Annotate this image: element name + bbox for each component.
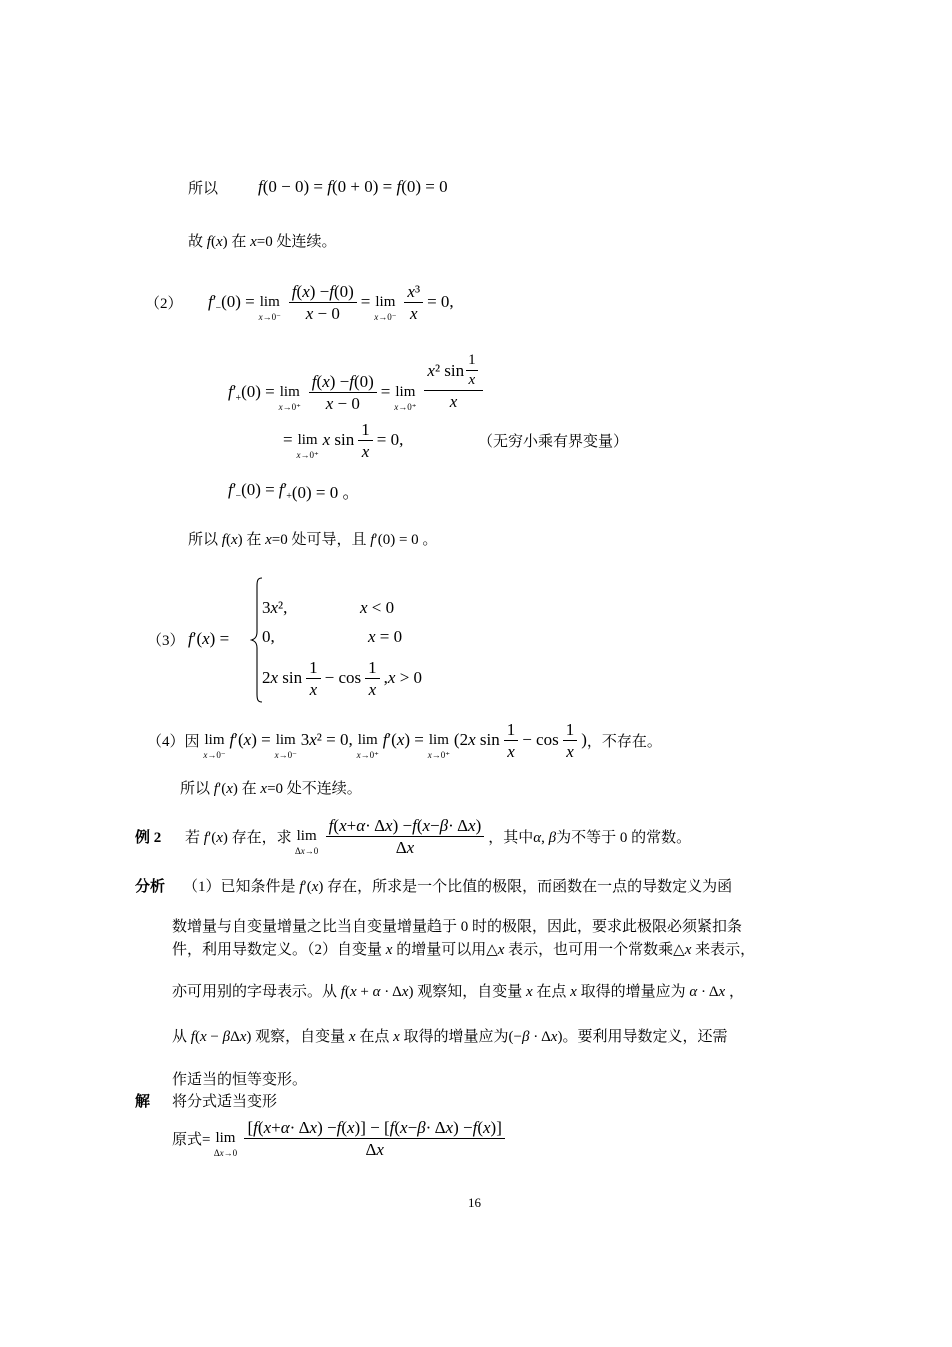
limit-subscript: x→0⁺ [356, 749, 379, 760]
right-derivative-subscript: + [286, 490, 292, 502]
fraction-denominator: x [507, 741, 515, 761]
left-derivative-row [145, 277, 454, 327]
one-sided-limits-equation: f(0 − 0) = f(0 + 0) = f(0) = 0 [258, 177, 448, 196]
right-derivative-argument: (0) = [241, 382, 275, 401]
solution-equation [172, 1114, 509, 1162]
fraction-denominator: x [468, 372, 476, 388]
discontinuity-conclusion: 所以 f′(x) 在 x=0 处不连续。 [180, 780, 362, 797]
solution-label: 解 [135, 1093, 151, 1110]
limit-operator [427, 731, 451, 760]
original-expression-label: 原式= [172, 1131, 211, 1148]
analysis-text: 作适当的恒等变形。 [172, 1071, 308, 1088]
reciprocal-fraction [466, 352, 478, 389]
part-3-label: （3） [147, 632, 185, 649]
reciprocal-fraction [306, 658, 321, 699]
limit-operator [374, 293, 397, 322]
solution-fraction [244, 1118, 504, 1159]
result-tail: = 0, [427, 292, 454, 311]
simplified-expression: x sin [322, 430, 355, 449]
limit-subscript: x→0⁺ [278, 401, 301, 412]
limit-word: lim [279, 383, 300, 400]
simplification-note-line [478, 428, 628, 452]
fraction-denominator: x [566, 741, 574, 761]
fraction-numerator: [ f ( x + α · Δ x ) − f ( x )] − [ f ( x − β · Δ x ) − f ( x )] [244, 1118, 504, 1139]
limit-word: lim [259, 293, 280, 310]
one-sided-derivatives-equality [228, 478, 360, 502]
limit-subscript: x→0⁺ [296, 449, 319, 460]
analysis-line-3 [172, 936, 755, 960]
example-2-lead: 若 f′(x) 存在，求 [185, 829, 292, 846]
piecewise-case-3 [262, 656, 422, 700]
fraction-denominator: x − 0 [325, 393, 360, 413]
piecewise-case-2 [262, 625, 275, 649]
page-number-line [468, 1193, 481, 1213]
case-expression: 0, [262, 627, 275, 646]
right-derivative-symbol: f′ [228, 382, 237, 401]
reciprocal-fraction [563, 720, 578, 761]
limit-subscript: x→0⁻ [258, 311, 281, 322]
fraction-denominator: x [361, 441, 370, 461]
left-derivative-symbol: f′ [208, 292, 217, 311]
equals-sign: = [360, 292, 371, 311]
right-derivative-symbol: f′ [278, 480, 288, 499]
derivative-limits-row [147, 718, 662, 762]
limit-expression: 3x² = 0, [300, 730, 353, 749]
limit-operator [394, 383, 417, 412]
analysis-text: 数增量与自变量增量之比当自变量增量趋于 0 时的极限，因此，要求此极限必须紧扣条 [172, 918, 743, 935]
page-number: 16 [468, 1195, 481, 1210]
compound-fraction-numerator [424, 352, 482, 391]
analysis-text: 件，利用导数定义。（2）自变量 x 的增量可以用△x 表示，也可用一个常数乘△x 来表示， [172, 941, 756, 958]
difference-quotient-fraction [309, 372, 377, 413]
example-2-label: 例 2 [135, 829, 162, 846]
fraction-denominator: x − 0 [305, 303, 340, 323]
limit-word: lim [275, 731, 296, 748]
limit-subscript: x→0⁺ [427, 749, 451, 760]
equality-tail: (0) = 0 。 [291, 482, 360, 502]
differentiability-conclusion: 所以 f(x) 在 x=0 处可导，且 f′(0) = 0 。 [188, 531, 438, 548]
limit-subscript: Δx→0 [294, 845, 319, 856]
part-2-label: （2） [145, 295, 183, 312]
left-derivative-symbol: f′ [228, 480, 237, 499]
analysis-label: 分析 [135, 878, 166, 895]
fraction-numerator: x ³ [404, 282, 423, 303]
continuity-conclusion-text: 故 f(x) 在 x=0 处连续。 [188, 233, 337, 250]
limit-word: lim [215, 1129, 236, 1146]
result-tail: = 0, [376, 430, 404, 449]
limit-word: lim [357, 731, 378, 748]
fraction-denominator: x [309, 679, 318, 699]
fraction-denominator: x [368, 679, 377, 699]
analysis-line-2 [172, 913, 742, 937]
limit-operator [278, 383, 301, 412]
reciprocal-fraction [358, 420, 373, 461]
case-condition: x < 0 [360, 598, 395, 617]
reciprocal-fraction [365, 658, 380, 699]
case-expression-lead: 2x sin [262, 668, 303, 687]
limit-subscript: x→0⁻ [203, 749, 226, 760]
example-2-tail: ，其中α, β为不等于 0 的常数。 [488, 829, 692, 846]
limit-expression: − cos [522, 730, 559, 749]
example-2-row [135, 812, 691, 860]
analysis-line-5 [172, 1023, 727, 1047]
nonexistence-note: ，不存在。 [586, 733, 662, 750]
limit-operator [258, 293, 281, 322]
fraction-numerator: 1 [504, 720, 519, 741]
reciprocal-fraction [504, 720, 519, 761]
so-label: 所以 [188, 180, 219, 197]
fraction-numerator: 1 [466, 352, 478, 371]
compound-fraction [424, 352, 482, 432]
left-derivative-subscript: − [215, 302, 222, 314]
analysis-line-6 [172, 1066, 307, 1090]
compound-fraction-denominator: x [449, 392, 458, 411]
fraction-numerator: 1 [306, 658, 321, 679]
piecewise-condition-1 [360, 596, 394, 620]
limit-word: lim [296, 827, 317, 844]
example-2-fraction [326, 816, 485, 857]
fraction-denominator: x [409, 303, 418, 323]
case-condition: x = 0 [368, 627, 403, 646]
limit-word: lim [395, 383, 416, 400]
fraction-numerator: 1 [358, 420, 373, 441]
limit-subscript: x→0⁻ [374, 311, 397, 322]
limit-expression: f′(x) = [229, 730, 271, 749]
piecewise-case-1 [262, 596, 287, 620]
fraction-numerator: f ( x ) − f (0) [309, 372, 377, 393]
fraction-denominator: Δx [395, 837, 415, 857]
analysis-text: 亦可用别的字母表示。从 f(x + α · Δx) 观察知，自变量 x 在点 x 取得的增量应为 α · Δx ， [172, 983, 744, 1000]
limit-word: lim [428, 731, 449, 748]
limit-operator [274, 731, 297, 760]
simplification-row [283, 418, 403, 462]
limit-operator [296, 431, 319, 460]
limit-word: lim [375, 293, 396, 310]
limit-operator [213, 1129, 238, 1158]
limit-subscript: x→0⁺ [394, 401, 417, 412]
fraction-denominator: Δx [365, 1139, 384, 1159]
analysis-line-1 [135, 873, 732, 897]
cube-over-x-fraction [404, 282, 423, 323]
limit-word: lim [297, 431, 318, 448]
limit-subscript: x→0⁻ [274, 749, 297, 760]
solution-intro-line [135, 1088, 277, 1112]
limit-expression: f′(x) = [382, 730, 424, 749]
limit-expression: (2x sin [453, 730, 500, 749]
closing-parenthesis: ) [581, 730, 587, 749]
piecewise-lhs-row [147, 627, 229, 651]
right-derivative-subscript: + [235, 392, 242, 404]
equality-middle: (0) = [241, 480, 275, 499]
case-condition: ,x > 0 [383, 668, 423, 687]
continuity-conclusion-line [188, 228, 337, 252]
limit-subscript: Δx→0 [213, 1147, 238, 1158]
solution-intro: 将分式适当变形 [172, 1093, 278, 1110]
left-derivative-subscript: − [235, 490, 242, 502]
part-4-label: （4）因 [147, 733, 200, 750]
fraction-numerator: 1 [563, 720, 578, 741]
fraction-numerator: f ( x + α · Δ x ) − f ( x − β · Δ x ) [326, 816, 485, 837]
analysis-line-4 [172, 978, 744, 1002]
derivative-function-lhs: f′(x) = [188, 629, 230, 648]
limit-operator [203, 731, 226, 760]
fraction-numerator: 1 [365, 658, 380, 679]
equals-sign: = [380, 382, 391, 401]
equals-sign: = [283, 430, 293, 449]
continuity-limits-line [188, 175, 448, 199]
left-derivative-argument: (0) = [221, 292, 255, 311]
limit-operator [356, 731, 379, 760]
simplification-note: （无穷小乘有界变量） [478, 433, 629, 450]
numerator-lead: x² sin [427, 361, 465, 380]
piecewise-condition-2 [368, 625, 402, 649]
limit-word: lim [204, 731, 225, 748]
fraction-numerator: f ( x ) − f (0) [289, 282, 357, 303]
case-expression-middle: − cos [324, 668, 362, 687]
discontinuity-conclusion-line [180, 775, 362, 799]
differentiability-conclusion-line [188, 526, 437, 550]
analysis-text: 从 f(x − βΔx) 观察，自变量 x 在点 x 取得的增量应为(−β · Δx)。要利用导数定义，还需 [172, 1028, 728, 1045]
limit-operator [294, 827, 319, 856]
analysis-text: （1）已知条件是 f′(x) 存在，所求是一个比值的极限，而函数在一点的导数定义为函 [183, 878, 733, 895]
case-expression: 3x², [262, 598, 288, 617]
difference-quotient-fraction [289, 282, 357, 323]
